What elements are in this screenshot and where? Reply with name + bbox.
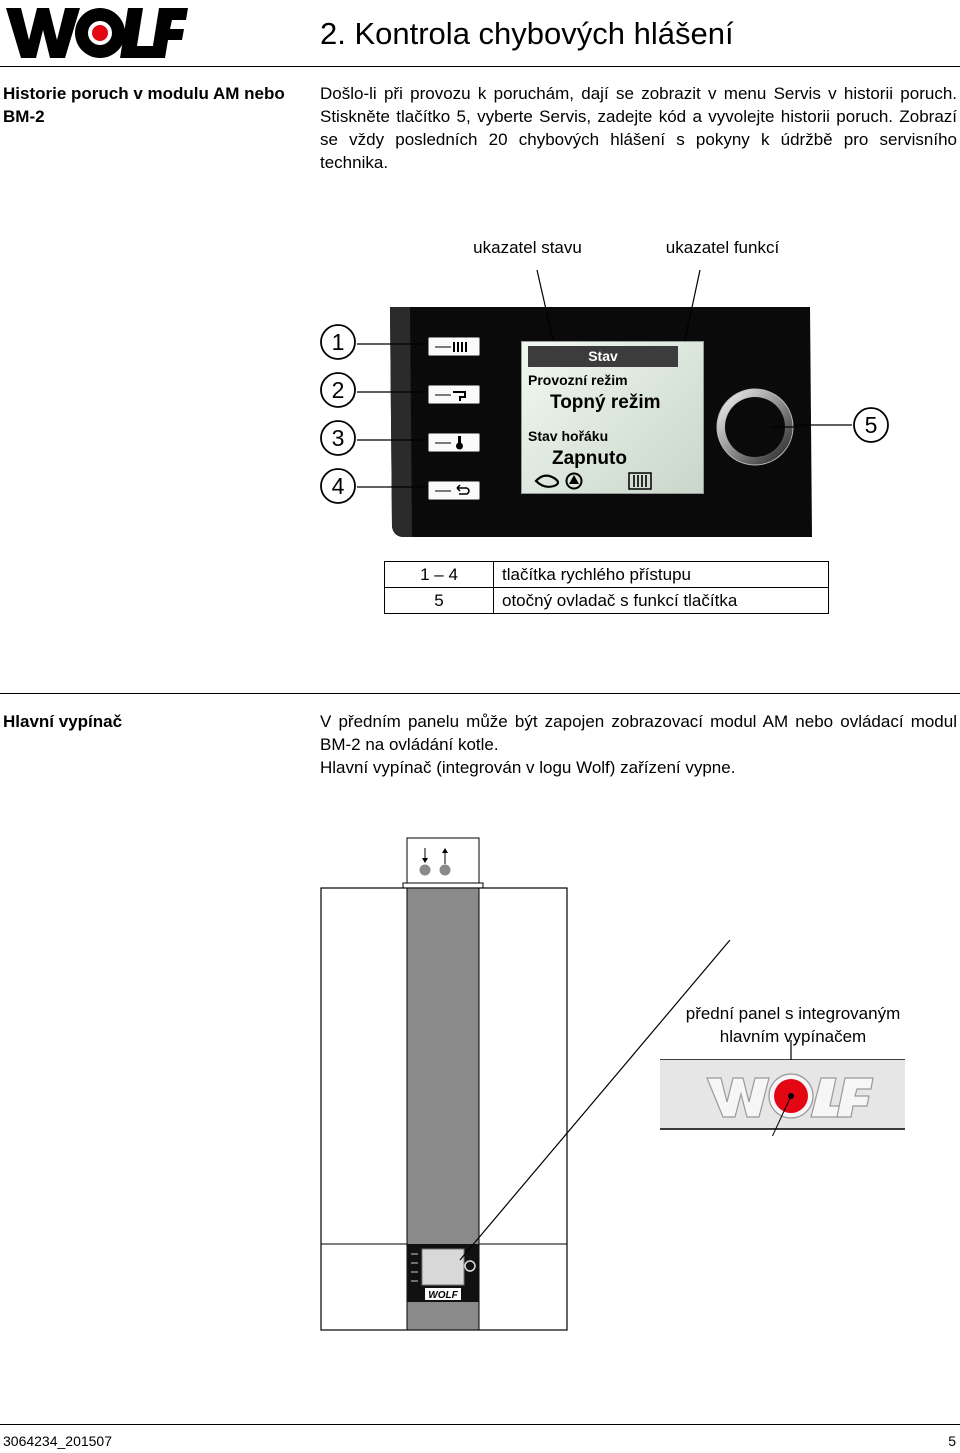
quick-button-2[interactable] xyxy=(428,385,480,404)
svg-text:3: 3 xyxy=(331,425,345,451)
document-number: 3064234_201507 xyxy=(3,1433,113,1449)
burner-pump-icons xyxy=(534,472,584,490)
section-heading-fault-history: Historie poruch v modulu AM nebo BM-2 xyxy=(3,84,285,126)
badge-3 xyxy=(318,418,358,458)
table-row xyxy=(385,588,829,614)
section-paragraph-main-switch: V předním panelu může být zapojen zobrazovací modul AM nebo ovládací modul BM-2 na ovládání kotle. Hlavní vypínač (integrován v logu Wolf) zařízení vypne. xyxy=(320,712,957,777)
lcd-burner-value: Zapnuto xyxy=(552,448,627,469)
lcd-burner-label: Stav hořáku xyxy=(528,428,609,444)
wolf-logo xyxy=(4,6,188,60)
legend-key: 5 xyxy=(385,588,494,614)
radiator-icon xyxy=(429,338,479,355)
lcd-display xyxy=(521,341,704,494)
badge-2 xyxy=(318,370,358,410)
thermometer-icon xyxy=(429,434,479,451)
callout-leader xyxy=(420,940,740,1280)
page-title: 2. Kontrola chybových hlášení xyxy=(320,16,734,51)
header-rule xyxy=(0,66,960,67)
footer-rule xyxy=(0,1424,960,1425)
lcd-mode-label: Provozní režim xyxy=(528,372,628,388)
label-front-panel: přední panel s integrovaným hlavním vypínačem xyxy=(685,1004,901,1046)
back-arrow-icon xyxy=(429,482,479,499)
legend-key: 1 – 4 xyxy=(385,562,494,588)
label-status-indicator: ukazatel stavu xyxy=(473,238,582,257)
badge-4 xyxy=(318,466,358,506)
section-heading-main-switch: Hlavní vypínač xyxy=(3,712,123,731)
label-function-indicator: ukazatel funkcí xyxy=(665,238,780,257)
rotary-knob[interactable] xyxy=(713,385,797,469)
quick-button-4[interactable] xyxy=(428,481,480,500)
page-number: 5 xyxy=(948,1433,956,1449)
boiler-logo: WOLF xyxy=(428,1290,458,1301)
legend-table xyxy=(384,561,829,614)
quick-button-3[interactable] xyxy=(428,433,480,452)
legend-desc: otočný ovladač s funkcí tlačítka xyxy=(494,588,829,614)
tap-icon xyxy=(429,386,479,403)
badge-5 xyxy=(851,405,891,445)
svg-text:2: 2 xyxy=(331,377,345,403)
lcd-header: Stav xyxy=(528,346,678,367)
section-rule xyxy=(0,693,960,694)
heating-function-icon xyxy=(628,472,654,490)
section-paragraph-fault-history: Došlo-li při provozu k poruchám, dají se zobrazit v menu Servis v historii poruch. Stiskněte tlačítko 5, vyberte Servis, zadejte kód a vyvolejte historii poruch. Zobrazí se vždy posledních 20 chybových hlášení s pokyny k údržbě pro servisního technika. xyxy=(320,84,957,172)
svg-text:5: 5 xyxy=(864,412,878,438)
svg-text:1: 1 xyxy=(331,329,345,355)
table-row xyxy=(385,562,829,588)
lcd-mode-value: Topný režim xyxy=(550,392,661,413)
badge-1 xyxy=(318,322,358,362)
legend-desc: tlačítka rychlého přístupu xyxy=(494,562,829,588)
quick-button-1[interactable] xyxy=(428,337,480,356)
svg-text:4: 4 xyxy=(331,473,345,499)
